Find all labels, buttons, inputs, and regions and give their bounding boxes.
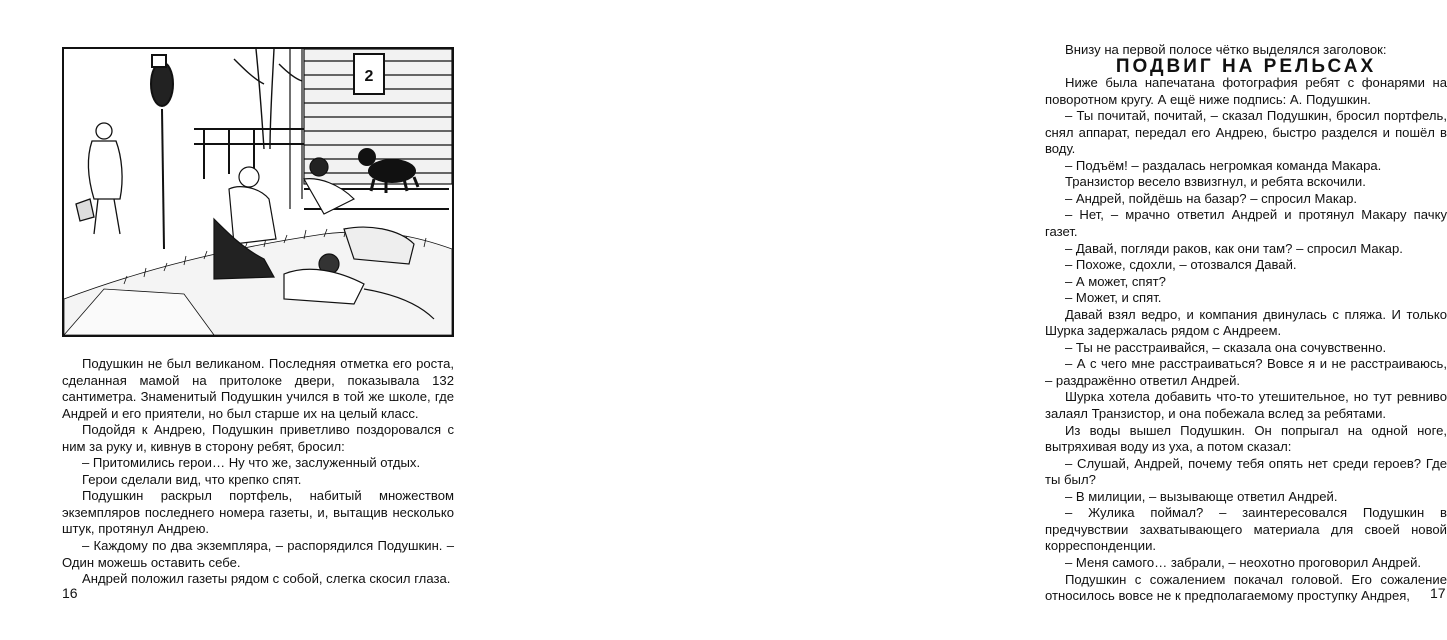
house-number-sign: 2 bbox=[364, 68, 374, 85]
paragraph: – Каждому по два экземпляра, – распорядился Подушкин. – Один можешь оставить себе. bbox=[62, 538, 454, 570]
paragraph: – Нет, – мрачно ответил Андрей и протянул Макару пачку газет. bbox=[1045, 207, 1447, 240]
paragraph: Из воды вышел Подушкин. Он попрыгал на одной ноге, вытряхивая воду из уха, а потом сказал: bbox=[1045, 422, 1447, 455]
paragraph: Герои сделали вид, что крепко спят. bbox=[82, 471, 302, 487]
paragraph: – Похоже, сдохли, – отозвался Давай. bbox=[1065, 257, 1297, 273]
paragraph: Подушкин с сожалением покачал головой. Его сожаление относилось вовсе не к предполагаемому проступку Андрея, bbox=[1045, 571, 1447, 604]
paragraph: – Слушай, Андрей, почему тебя опять нет среди героев? Где ты был? bbox=[1045, 455, 1447, 488]
paragraph: – Меня самого… забрали, – неохотно проговорил Андрей. bbox=[1065, 554, 1422, 570]
paragraph: – Жулика поймал? – заинтересовался Подушкин в предчувствии захватывающего материала для своей новой корреспонденции. bbox=[1045, 505, 1447, 554]
paragraph: Подойдя к Андрею, Подушкин приветливо поздоровался с ним за руку и, кивнув в сторону ребят, бросил: bbox=[62, 422, 454, 454]
paragraph: – В милиции, – вызывающе ответил Андрей. bbox=[1065, 488, 1338, 504]
paragraph: – А может, спят? bbox=[1065, 273, 1166, 289]
paragraph: Подушкин не был великаном. Последняя отметка его роста, сделанная мамой на притолоке двери, показывала 132 сантиметра. Знаменитый Подушкин учился в той же школе, где Андрей и его приятели, но был старше их на целый класс. bbox=[62, 356, 454, 421]
children-resting-illustration bbox=[64, 49, 452, 335]
right-page-text bbox=[1045, 42, 1447, 605]
paragraph: – Подъём! – раздалась негромкая команда Макара. bbox=[1065, 157, 1382, 173]
intro-line: Внизу на первой полосе чётко выделялся заголовок: bbox=[1065, 42, 1387, 57]
left-page-text bbox=[62, 356, 454, 588]
newspaper-headline: ПОДВИГ НА РЕЛЬСАХ bbox=[1115, 55, 1377, 77]
paragraph: – Давай, погляди раков, как они там? – спросил Макар. bbox=[1065, 240, 1403, 256]
paragraph: – Притомились герои… Ну что же, заслуженный отдых. bbox=[82, 455, 421, 471]
page-number-left: 16 bbox=[62, 585, 78, 601]
paragraph: Давай взял ведро, и компания двинулась с пляжа. И только Шурка задержалась рядом с Андреем. bbox=[1045, 306, 1447, 339]
paragraph: Шурка хотела добавить что-то утешительное, но тут ревниво залаял Транзистор, и она побежала вслед за ребятами. bbox=[1045, 389, 1447, 422]
paragraph: – Может, и спят. bbox=[1065, 290, 1162, 306]
illustration bbox=[62, 47, 454, 337]
paragraph: – Ты не расстраивайся, – сказала она сочувственно. bbox=[1065, 339, 1387, 355]
paragraph: Транзистор весело взвизгнул, и ребята вскочили. bbox=[1065, 174, 1366, 190]
paragraph: – А с чего мне расстраиваться? Вовсе я и не расстраиваюсь, – раздражённо ответил Андрей. bbox=[1045, 356, 1447, 388]
page-number-right: 17 bbox=[1430, 585, 1446, 601]
left-page bbox=[0, 0, 500, 640]
paragraph: Ниже была напечатана фотография ребят с фонарями на поворотном кругу. А ещё ниже подпись: А. Подушкин. bbox=[1045, 75, 1447, 107]
right-page bbox=[500, 0, 1447, 640]
paragraph: Андрей положил газеты рядом с собой, слегка скосил глаза. bbox=[82, 571, 451, 587]
paragraph: – Ты почитай, почитай, – сказал Подушкин, бросил портфель, снял аппарат, передал его Андрею, быстро разделся и пошёл в воду. bbox=[1045, 108, 1447, 157]
paragraph: Подушкин раскрыл портфель, набитый множеством экземпляров последнего номера газеты, и, вытащив несколько штук, протянул Андрею. bbox=[62, 488, 454, 537]
paragraph: – Андрей, пойдёшь на базар? – спросил Макар. bbox=[1065, 190, 1358, 206]
